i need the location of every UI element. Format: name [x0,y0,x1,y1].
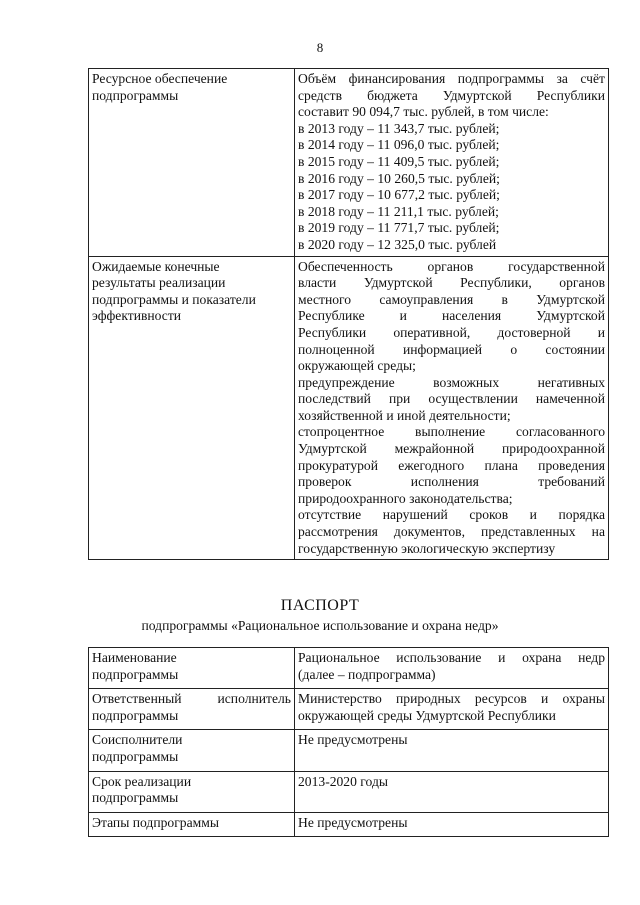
row-label-co-executors [89,730,295,771]
label-line: Срок реализации [92,773,192,789]
table-row-resource-provision [89,69,609,257]
row-value-stages [295,812,609,837]
funding-year-2018: в 2018 году – 11 211,1 тыс. рублей; [298,203,499,219]
subprogram-passport-table [88,647,609,837]
table-row-co-executors [89,730,609,771]
text-line: стопроцентное выполнение согласованного [298,424,605,440]
label-line: Наименование [92,650,177,665]
text-line: составит 90 094,7 тыс. рублей, в том числе: [298,104,549,120]
table-row-stages [89,812,609,837]
label-line: Соисполнители [92,732,183,748]
funding-year-2016: в 2016 году – 10 260,5 тыс. рублей; [298,170,500,186]
row-label-responsible-executor [89,689,295,730]
row-value-name [295,648,609,689]
page-number: 8 [316,40,324,55]
label-line: подпрограммы [92,87,179,103]
label-line: подпрограммы [92,790,179,806]
row-label-implementation-period [89,771,295,812]
text-line: Республике и населения Удмуртской [298,308,605,324]
label-line: Ресурсное обеспечение [92,71,228,86]
text-line: хозяйственной и иной деятельности; [298,407,511,423]
text-line: Рациональное использование и охрана недр [298,650,605,665]
text-line: природоохранного законодательства; [298,490,513,506]
label-line: подпрограммы [92,666,179,682]
text-line: окружающей среды; [298,358,416,374]
text-line: средств бюджета Удмуртской Республики [298,87,605,103]
row-value-expected-results [295,256,609,560]
text-line: власти Удмуртской Республики, органов [298,275,605,291]
text-line: отсутствие нарушений сроков и порядка [298,507,605,523]
passport-title: ПАСПОРТ [280,597,360,614]
label-line: эффективности [92,308,182,324]
text-line: 2013-2020 годы [298,773,388,789]
funding-year-2015: в 2015 году – 11 409,5 тыс. рублей; [298,153,500,169]
text-line: окружающей среды Удмуртской Республики [298,707,556,723]
row-value-resource-provision [295,69,609,257]
funding-year-2019: в 2019 году – 11 771,7 тыс. рублей; [298,220,500,236]
text-line: Не предусмотрены [298,732,408,748]
text-line: Не предусмотрены [298,814,408,830]
text-line: рассмотрения документов, представленных на [298,524,605,540]
row-value-co-executors [295,730,609,771]
text-line: проверок исполнения требований [298,474,605,490]
table-row-name [89,648,609,689]
label-line: подпрограммы и показатели [92,291,256,307]
funding-year-2013: в 2013 году – 11 343,7 тыс. рублей; [298,120,500,136]
text-line: последствий при осуществлении намеченной [298,391,605,407]
text-line: местного самоуправления в Удмуртской [298,291,605,307]
text-line: Республики оперативной, достоверной и [298,324,605,340]
label-line: результаты реализации [92,275,226,291]
text-line: Удмуртской межрайонной природоохранной [298,441,605,457]
funding-year-2014: в 2014 году – 11 096,0 тыс. рублей; [298,137,500,153]
label-line: подпрограммы [92,707,179,723]
row-label-name [89,648,295,689]
text-line: полноценной информацией о состоянии [298,341,605,357]
funding-year-2020: в 2020 году – 12 325,0 тыс. рублей [298,236,497,252]
table-row-implementation-period [89,771,609,812]
row-label-resource-provision [89,69,295,257]
label-line: Этапы подпрограммы [92,814,219,830]
row-value-implementation-period [295,771,609,812]
text-line: Объём финансирования подпрограммы за счёт [298,71,605,86]
table-row-responsible-executor [89,689,609,730]
row-label-expected-results [89,256,295,560]
row-value-responsible-executor [295,689,609,730]
text-line: прокуратурой ежегодного плана проведения [298,457,605,473]
subprogram-passport-table-continued [88,68,609,560]
text-line: (далее – подпрограмма) [298,666,436,682]
text-line: предупреждение возможных негативных [298,374,605,390]
label-line: Ответственный исполнитель [92,691,291,707]
text-line: Министерство природных ресурсов и охраны [298,691,605,707]
text-line: Обеспеченность органов государственной [298,258,605,274]
funding-year-2017: в 2017 году – 10 677,2 тыс. рублей; [298,187,500,203]
table-row-expected-results [89,256,609,560]
text-line: государственную экологическую экспертизу [298,540,556,556]
passport-subtitle: подпрограммы «Рациональное использование и охрана недр» [141,618,499,633]
label-line: Ожидаемые конечные [92,258,220,274]
row-label-stages [89,812,295,837]
label-line: подпрограммы [92,748,179,764]
